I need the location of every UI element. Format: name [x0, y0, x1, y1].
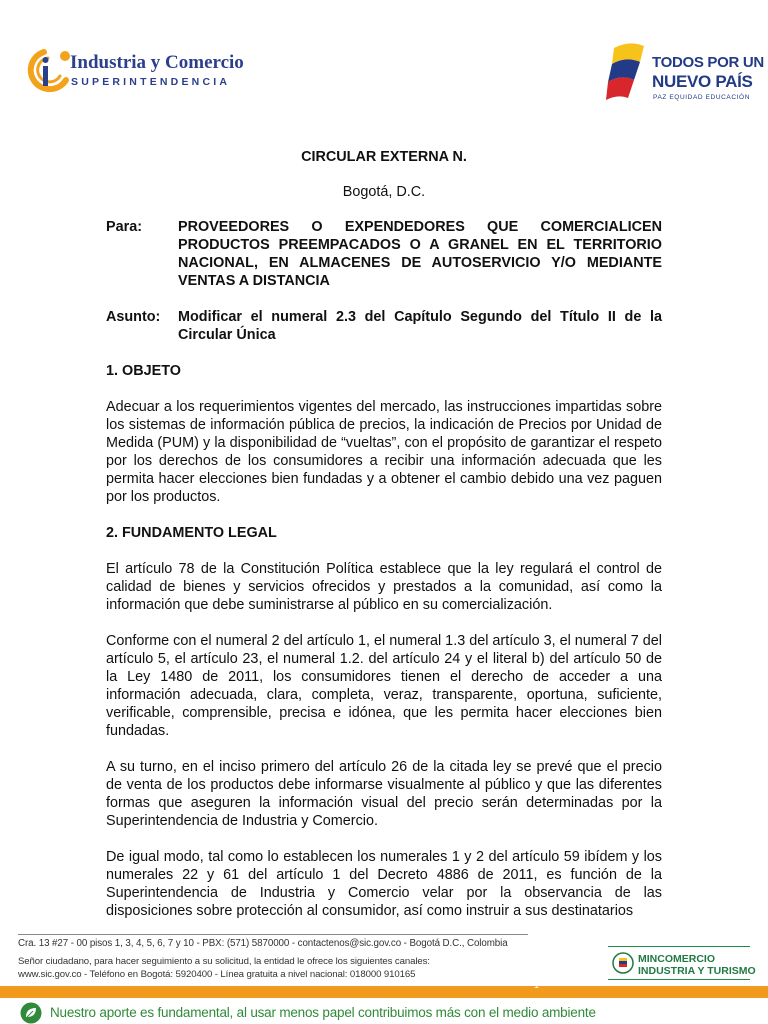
sic-logo-icon	[22, 46, 72, 96]
logo-tagline: PAZ EQUIDAD EDUCACIÓN	[653, 94, 750, 101]
logo-line-1: TODOS POR UN	[652, 54, 764, 71]
paragraph: A su turno, en el inciso primero del artículo 26 de la citada ley se prevé que el precio de venta de los productos debe informarse visualmente al público y que las diferentes formas que aseguren la información visual del precio serán determinadas por la Superintendencia de Industria y Comercio.	[106, 759, 662, 829]
paragraph: Conforme con el numeral 2 del artículo 1, el numeral 1.3 del artículo 3, el numeral 7 del artículo 5, el artículo 23, el numeral 1.2. del artículo 24 y el literal b) del artículo 50 de la Ley 1480 de 2011, los consumidores tienen el derecho de acceder a una información adecuada, clara, completa, veraz, transparente, oportuna, suficiente, verificable, comprensible, precisa e idónea, que les permita hacer elecciones bien fundadas.	[106, 633, 662, 739]
colombia-shield-icon	[612, 952, 634, 974]
recipient-block	[106, 218, 662, 290]
paragraph: De igual modo, tal como lo establecen los numerales 1 y 2 del artículo 59 ibídem y los numerales 22 y 61 del artículo 1 del Decreto 4886 de 2011, es función de la Superintendencia de Industria y Comercio velar por la observancia de las disposiciones sobre protección al consumidor, así como instruir a sus destinatarios	[106, 849, 662, 919]
recipient-label: Para:	[106, 219, 142, 235]
footer-address: Cra. 13 #27 - 00 pisos 1, 3, 4, 5, 6, 7 y 10 - PBX: (571) 5870000 - contactenos@sic.gov.co - Bogotá D.C., Colombia	[18, 938, 508, 949]
page-footer	[0, 924, 768, 1024]
footer-channels-intro: Señor ciudadano, para hacer seguimiento a su solicitud, la entidad le ofrece los siguientes canales:	[18, 956, 430, 967]
subject-value: Modificar el numeral 2.3 del Capítulo Segundo del Título II de la Circular Única	[178, 309, 662, 343]
todos-por-un-nuevo-pais-logo	[604, 40, 764, 110]
sic-subtitle: SUPERINTENDENCIA	[71, 76, 231, 88]
section-heading-objeto: 1. OBJETO	[106, 363, 181, 379]
logo-line-2: NUEVO PAÍS	[652, 72, 753, 91]
document-city: Bogotá, D.C.	[342, 184, 426, 200]
eco-message	[20, 1002, 760, 1024]
mincomercio-line-1: MINCOMERCIO	[638, 953, 715, 965]
footer-contact-channels: www.sic.gov.co - Teléfono en Bogotá: 5920400 - Línea gratuita a nivel nacional: 018000 910165	[18, 969, 416, 980]
paragraph: Adecuar a los requerimientos vigentes del mercado, las instrucciones impartidas sobre los sistemas de información pública de precios, la indicación de Precios por Unidad de Medida (PUM) y la disponibilidad de “vueltas”, con el propósito de garantizar el respeto por los derechos de los consumidores a recibir una información adecuada que les permita hacer elecciones bien fundadas y a obtener el cambio debido una vez paguen por los productos.	[106, 399, 662, 505]
sic-logo	[22, 46, 252, 98]
document-body	[106, 148, 662, 920]
leaf-icon	[20, 1002, 42, 1024]
footer-orange-bar	[0, 986, 768, 998]
eco-message-text: Nuestro aporte es fundamental, al usar menos papel contribuimos más con el medio ambiente	[50, 1005, 596, 1020]
sic-title: Industria y Comercio	[70, 52, 244, 73]
recipient-value: PROVEEDORES O EXPENDEDORES QUE COMERCIALICEN PRODUCTOS PREEMPACADOS O A GRANEL EN EL TERRITORIO NACIONAL, EN ALMACENES DE AUTOSERVICIO Y/O MEDIANTE VENTAS A DISTANCIA	[178, 219, 662, 289]
paragraph: El artículo 78 de la Constitución Política establece que la ley regulará el control de calidad de bienes y servicios ofrecidos y prestados a la comunidad, así como la información que debe suministrarse al público en su comercialización.	[106, 561, 662, 613]
subject-label: Asunto:	[106, 309, 161, 325]
footer-divider	[18, 934, 528, 935]
colombia-flag-wave-icon	[604, 40, 648, 106]
document-title: CIRCULAR EXTERNA N.	[301, 149, 467, 165]
mincomercio-logo	[608, 946, 756, 980]
subject-block	[106, 308, 662, 344]
section-heading-fundamento-legal: 2. FUNDAMENTO LEGAL	[106, 525, 277, 541]
letterhead	[0, 0, 768, 125]
mincomercio-line-2: INDUSTRIA Y TURISMO	[638, 965, 756, 977]
page-number: 1	[534, 980, 540, 990]
